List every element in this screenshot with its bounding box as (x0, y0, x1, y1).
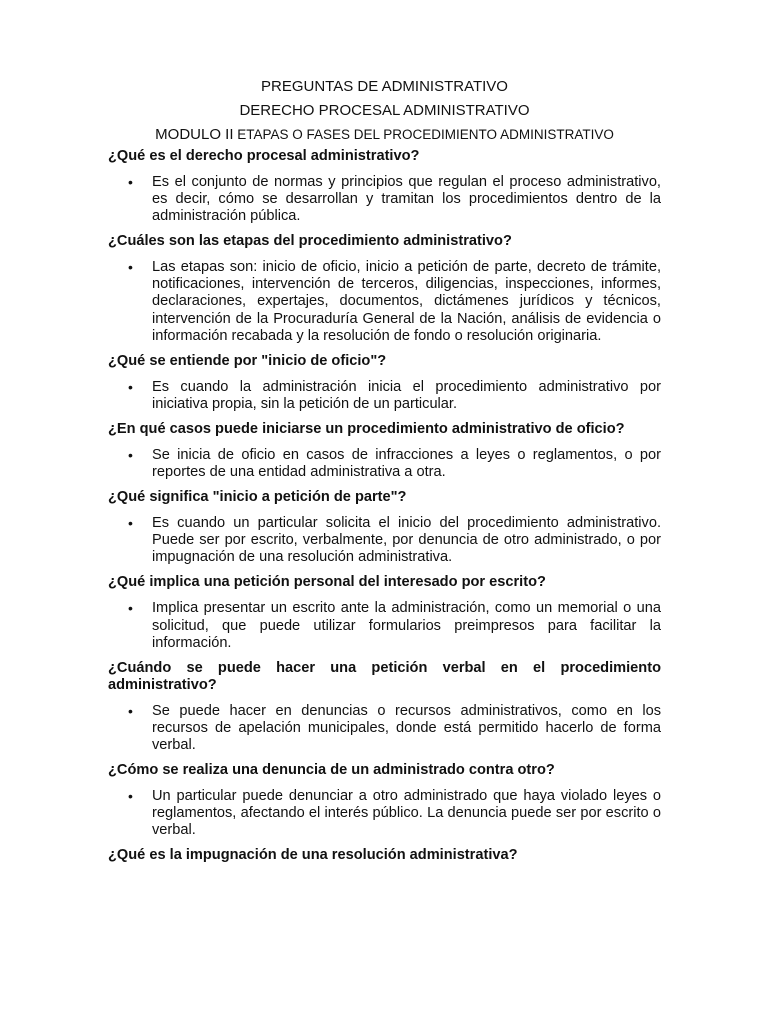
answer-text: Un particular puede denunciar a otro administrado que haya violado leyes o reglamentos, afectando el interés público. La denuncia puede ser por escrito o verbal. (152, 787, 661, 839)
answer-8 (108, 788, 661, 839)
module-heading (108, 126, 661, 144)
answer-1 (108, 174, 661, 225)
answer-text: Es el conjunto de normas y principios que regulan el proceso administrativo, es decir, cómo se desarrollan y tramitan los procedimientos dentro de la administración pública. (152, 174, 661, 225)
answer-3 (108, 379, 661, 413)
bullet-icon: • (128, 446, 133, 463)
answer-text: Es cuando la administración inicia el procedimiento administrativo por iniciativa propia, sin la petición de un particular. (152, 378, 661, 412)
module-number: MODULO II (155, 126, 234, 143)
bullet-icon: • (128, 378, 133, 395)
bullet-icon: • (128, 515, 133, 532)
answer-5 (108, 515, 661, 566)
question-8: ¿Cómo se realiza una denuncia de un administrado contra otro? (108, 761, 555, 778)
answer-4 (108, 447, 661, 481)
answer-text: Es cuando un particular solicita el inicio del procedimiento administrativo. Puede ser por escrito, verbalmente, por denuncia de otro administrado, o por impugnación de una resolución administrativa. (152, 515, 661, 566)
answer-2 (108, 259, 661, 344)
answer-6 (108, 600, 661, 651)
document-title: PREGUNTAS DE ADMINISTRATIVO (261, 78, 508, 95)
bullet-icon: • (128, 259, 133, 276)
document-page (108, 78, 661, 873)
question-9: ¿Qué es la impugnación de una resolución administrativa? (108, 847, 518, 864)
answer-7 (108, 703, 661, 754)
answer-text: Implica presentar un escrito ante la administración, como un memorial o una solicitud, que puede utilizar formularios preimpresos para facilitar la información. (152, 600, 661, 651)
bullet-icon: • (128, 600, 133, 617)
question-2: ¿Cuáles son las etapas del procedimiento administrativo? (108, 233, 512, 250)
question-3: ¿Qué se entiende por "inicio de oficio"? (108, 352, 387, 369)
answer-text: Se inicia de oficio en casos de infracciones a leyes o reglamentos, o por reportes de una entidad administrativa a otra. (152, 446, 661, 481)
question-7: ¿Cuándo se puede hacer una petición verbal en el procedimiento administrativo? (108, 659, 661, 693)
module-title: ETAPAS O FASES DEL PROCEDIMIENTO ADMINISTRATIVO (233, 127, 614, 142)
question-1: ¿Qué es el derecho procesal administrativo? (108, 148, 420, 164)
question-4: ¿En qué casos puede iniciarse un procedimiento administrativo de oficio? (108, 420, 625, 437)
document-subtitle: DERECHO PROCESAL ADMINISTRATIVO (239, 102, 530, 119)
bullet-icon: • (128, 702, 133, 719)
bullet-icon: • (128, 174, 133, 190)
answer-text: Las etapas son: inicio de oficio, inicio a petición de parte, decreto de trámite, notificaciones, intervención de terceros, diligencias, inspecciones, informes, declaraciones, expertajes, documentos, dictámenes jurídicos y técnicos, intervención de la Procuraduría General de la Nación, análisis de evidencia o información recabada y la resolución de fondo o resolución originaria. (152, 259, 661, 344)
bullet-icon: • (128, 787, 133, 804)
answer-text: Se puede hacer en denuncias o recursos administrativos, como en los recursos de apelación municipales, donde está permitido hacerlo de forma verbal. (152, 702, 661, 753)
question-5: ¿Qué significa "inicio a petición de parte"? (108, 489, 407, 506)
question-6: ¿Qué implica una petición personal del interesado por escrito? (108, 574, 546, 591)
